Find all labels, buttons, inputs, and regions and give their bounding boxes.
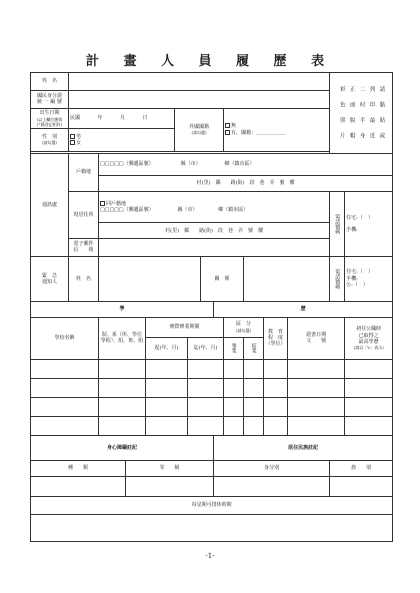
aboriginal-header: 原住民族註記 <box>214 436 393 461</box>
disability-type-field[interactable] <box>31 476 126 496</box>
current-line-1[interactable]: 同戶籍地 □□□□□（郵遞區號） 縣（市） 鄉（鎮市區） <box>99 191 330 222</box>
checkbox-icon[interactable] <box>70 140 75 145</box>
foreign-options[interactable]: 無 有，國籍：＿＿＿＿＿＿ <box>224 108 330 151</box>
edu-level-header: 教 育 程 度 （學位） <box>264 317 288 360</box>
id-label: 國民身分證 統 一 編 號 <box>31 90 69 108</box>
disability-type-label: 種 類 <box>31 461 126 477</box>
period-from-header: 起(年、月) <box>146 337 188 359</box>
current-label: 現居住所 <box>69 191 99 238</box>
table-row[interactable] <box>31 379 393 398</box>
resume-form <box>30 72 393 542</box>
address-label: 通訊處 <box>31 153 69 256</box>
checkbox-icon[interactable] <box>225 130 230 135</box>
aboriginal-tribe-label: 族 別 <box>330 461 393 477</box>
table-row[interactable] <box>31 398 393 417</box>
certificate-header: 證書日期 文 號 <box>288 317 345 360</box>
photo-text-2: 列 印 最 近 <box>368 85 375 140</box>
photo-text-5: 彩 色 照 片 <box>338 85 345 140</box>
foreign-label: 外國國籍 (請勾選) <box>175 108 224 151</box>
emergency-name-label: 姓 名 <box>69 256 99 301</box>
email-field[interactable] <box>99 238 330 256</box>
emergency-phone-field[interactable]: 住宅:（ ） 手機: 公:（ ） <box>345 256 393 301</box>
aboriginal-tribe-field[interactable] <box>330 476 393 496</box>
aboriginal-status-field[interactable] <box>214 476 330 496</box>
checkbox-icon[interactable] <box>100 201 105 206</box>
education-header-left: 學 <box>31 301 214 317</box>
page-number: -1- <box>205 552 215 560</box>
photo-text-1: 請 黏 貼 或 <box>378 85 385 140</box>
weekly-leave-field[interactable] <box>31 514 393 541</box>
id-field[interactable] <box>69 90 330 108</box>
current-line-2[interactable]: 村(里) 鄰 路(街) 段 巷 弄 號 樓 <box>99 223 330 239</box>
checkbox-icon[interactable] <box>70 134 75 139</box>
emergency-label: 緊 急 通知人 <box>31 256 69 301</box>
highest-edu-header: 初任公職時 已取得之 最高學歷 (請以「V」表示) <box>345 317 393 360</box>
address-phone-label: 電話號碼 <box>330 191 345 256</box>
emergency-name-field[interactable] <box>99 256 201 301</box>
photo-text-3: 二 吋 半 身 <box>358 85 365 140</box>
gender-options[interactable]: 男 女 <box>69 129 175 151</box>
name-label: 姓 名 <box>31 73 69 91</box>
birth-field[interactable]: 民國 年 月 日 <box>69 108 175 128</box>
gender-label: 性 別 (請勾選) <box>31 129 69 151</box>
address-phone-field[interactable]: 住宅:（ ） 手機: <box>345 191 393 256</box>
form-title: 計 畫 人 員 履 歷 表 <box>85 54 335 69</box>
emergency-phone-label: 電話號碼 <box>330 256 345 301</box>
period-header: 實際修業期間 <box>146 317 224 337</box>
emergency-relation-label: 關 係 <box>201 256 244 301</box>
department-header: 院、系（所、學位 學程）、組、班、組 <box>99 317 146 360</box>
checkbox-icon[interactable] <box>225 123 230 128</box>
graduated-header: 畢業 <box>224 337 244 359</box>
photo-area[interactable] <box>330 73 393 154</box>
household-label: 戶籍地 <box>69 153 99 191</box>
disability-grade-field[interactable] <box>126 476 214 496</box>
email-label: 電子郵件 信 箱 <box>69 238 99 256</box>
photo-text-4: 正 面 脫 帽 <box>348 85 355 140</box>
table-row[interactable] <box>31 417 393 436</box>
household-line-2[interactable]: 村(里) 鄰 路(街) 段 巷 弄 號 樓 <box>99 176 393 192</box>
education-header-right: 歷 <box>214 301 393 317</box>
disability-grade-label: 等 級 <box>126 461 214 477</box>
degree-header: 區 分 (請勾選) <box>224 317 264 337</box>
period-to-header: 迄(年、月) <box>188 337 224 359</box>
table-row[interactable] <box>31 360 393 379</box>
name-field[interactable] <box>69 73 330 91</box>
emergency-relation-field[interactable] <box>244 256 330 301</box>
aboriginal-status-label: 身分別 <box>214 461 330 477</box>
household-line-1[interactable]: □□□□□（郵遞區號） 縣（市） 鄉（鎮市區） <box>99 153 393 175</box>
completed-header: 結業 <box>244 337 264 359</box>
weekly-leave-label: 每星期可排休時間 <box>31 496 393 514</box>
birth-label: 出生日期 (以上欄位應與 戶籍登記相符) <box>31 108 69 128</box>
school-name-header: 學校名稱 <box>31 317 99 360</box>
disability-header: 身心障礙註記 <box>31 436 214 461</box>
